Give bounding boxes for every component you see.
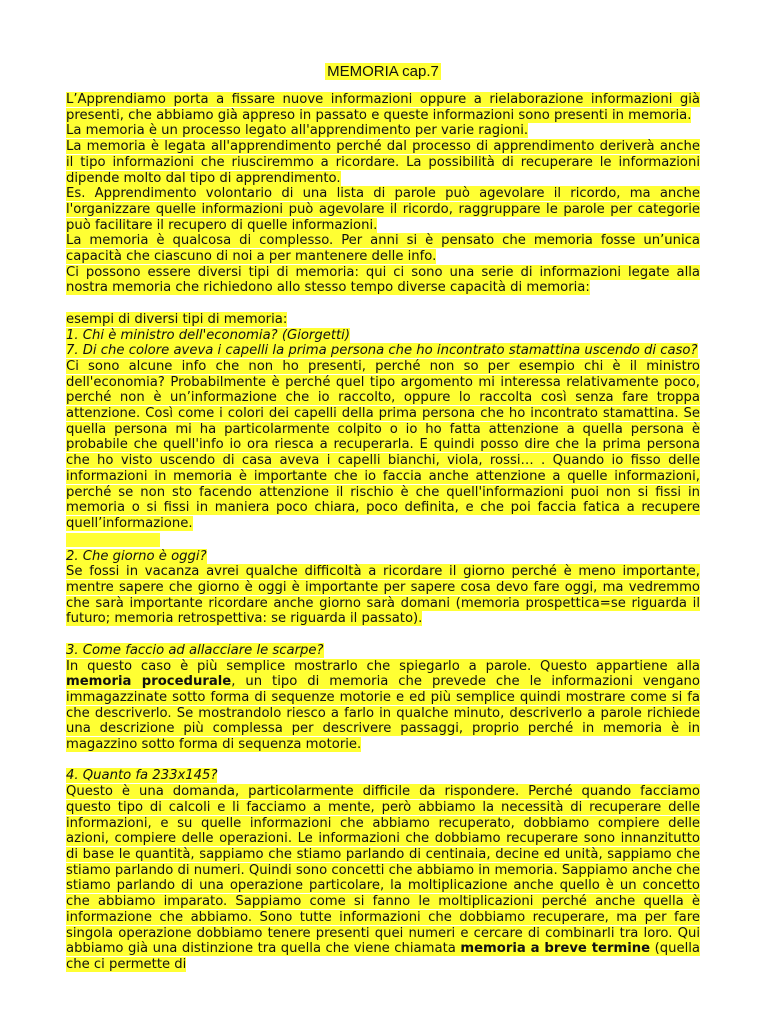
intro-paragraph-3: La memoria è legata all'apprendimento perché dal processo di apprendimento deriverà anche il tipo informazioni che riusciremmo a ricordare. La possibilità di recuperare le informazioni dipende molto dal tipo di apprendimento. xyxy=(66,139,700,186)
highlight-blank-line xyxy=(66,533,160,547)
intro-paragraph-6: Ci possono essere diversi tipi di memoria: qui ci sono una serie di informazioni legate alla nostra memoria che richiedono allo stesso tempo diverse capacità di memoria: xyxy=(66,264,700,296)
intro-paragraph-2: La memoria è un processo legato all'apprendimento per varie ragioni. xyxy=(66,123,529,139)
document-title xyxy=(66,62,700,82)
examples-heading: esempi di diversi tipi di memoria: xyxy=(66,311,288,327)
question-2: 2. Che giorno è oggi? xyxy=(66,548,207,564)
spacer xyxy=(66,627,700,643)
question-3: 3. Come faccio ad allacciare le scarpe? xyxy=(66,642,324,658)
question-7: 7. Di che colore aveva i capelli la prima persona che ho incontrato stamattina uscendo di caso? xyxy=(66,343,698,359)
short-term-memory-term: memoria a breve termine xyxy=(460,941,651,957)
answer-2: Se fossi in vacanza avrei qualche difficoltà a ricordare il giorno perché è meno importante, mentre sapere che giorno è oggi è importante per sapere cosa devo fare oggi, ma vedremmo che sarà importante ricordare anche giorno sarà domani (memoria prospettica=se riguarda il futuro; memoria retrospettiva: se riguarda il passato). xyxy=(66,564,700,627)
spacer xyxy=(66,753,700,769)
intro-paragraph-4: Es. Apprendimento volontario di una lista di parole può agevolare il ricordo, ma anche l'organizzare quelle informazioni può agevolare il ricordo, raggruppare le parole per categorie può facilitare il recupero di quelle informazioni. xyxy=(66,186,700,233)
question-4: 4. Quanto fa 233x145? xyxy=(66,768,218,784)
document-page xyxy=(66,62,700,973)
answer-3: In questo caso è più semplice mostrarlo che spiegarlo a parole. Questo appartiene alla memoria procedurale, un tipo di memoria che prevede che le informazioni vengano immagazzinate sotto forma di sequenze motorie e ed più semplice quindi mostrare come si fa che descriverlo. Se mostrandolo riesco a farlo in qualche minuto, descriverlo a parole richiede una descrizione più complessa per descrivere passaggi, proprio perché in memoria è in magazzino sotto forma di sequenza motorie. xyxy=(66,658,700,753)
spacer xyxy=(66,296,700,312)
procedural-memory-term: memoria procedurale xyxy=(66,674,232,690)
answer-4: Questo è una domanda, particolarmente difficile da rispondere. Perché quando facciamo questo tipo di calcoli e li facciamo a mente, però abbiamo la necessità di recuperare delle informazioni, e su quelle informazioni che abbiamo recuperato, dobbiamo compiere delle azioni, compiere delle operazioni. Le informazioni che dobbiamo recuperare sono innanzitutto di base le quantità, sappiamo che stiamo parlando di centinaia, decine ed unità, sappiamo che stiamo parlando di numeri. Quindi sono concetti che abbiamo in memoria. Sappiamo anche che stiamo parlando di una operazione particolare, la moltiplicazione anche quello è un concetto che abbiamo imparato. Sappiamo come si fanno le moltiplicazioni perché anche quella è informazione che abbiamo. Sono tutte informazioni che dobbiamo recuperare, ma per fare singola operazione dobbiamo tenere presenti quei numeri e cercare di combinarli tra loro. Qui abbiamo già una distinzione tra quella che viene chiamata memoria a breve termine (quella che ci permette di xyxy=(66,784,701,972)
title-text: MEMORIA cap.7 xyxy=(327,63,439,80)
intro-paragraph-1: L’Apprendiamo porta a fissare nuove informazioni oppure a rielaborazione informazioni già presenti, che abbiamo già appreso in passato e queste informazioni sono presenti in memoria. xyxy=(66,92,700,123)
question-1: 1. Chi è ministro dell'economia? (Giorgetti) xyxy=(66,327,350,343)
answer-1: Ci sono alcune info che non ho presenti, perché non so per esempio chi è il ministro dell'economia? Probabilmente è perché quel tipo argomento mi interessa relativamente poco, perché non è un’informazione che io raccolto, oppure lo raccolta così senza fare troppa attenzione. Così come i colori dei capelli della prima persona che ho incontrato stamattina. Se quella persona mi ha particolarmente colpito o io ho fatta attenzione a quella persona è probabile che quell'info io ora riesca a recuperarla. E quindi posso dire che la prima persona che ho visto uscendo di casa aveva i capelli bianchi, viola, rossi… . Quando io fisso delle informazioni in memoria è importante che io faccia anche attenzione a quelle informazioni, perché se non sto facendo attenzione il rischio è che quell'informazioni puoi non si fissi in memoria o si fissi in maniera poco chiara, poco definita, e che poi faccia fatica a recupere quell’informazione. xyxy=(66,358,700,531)
intro-paragraph-5: La memoria è qualcosa di complesso. Per anni si è pensato che memoria fosse un’unica capacità che ciascuno di noi a per mantenere delle info. xyxy=(66,233,700,265)
